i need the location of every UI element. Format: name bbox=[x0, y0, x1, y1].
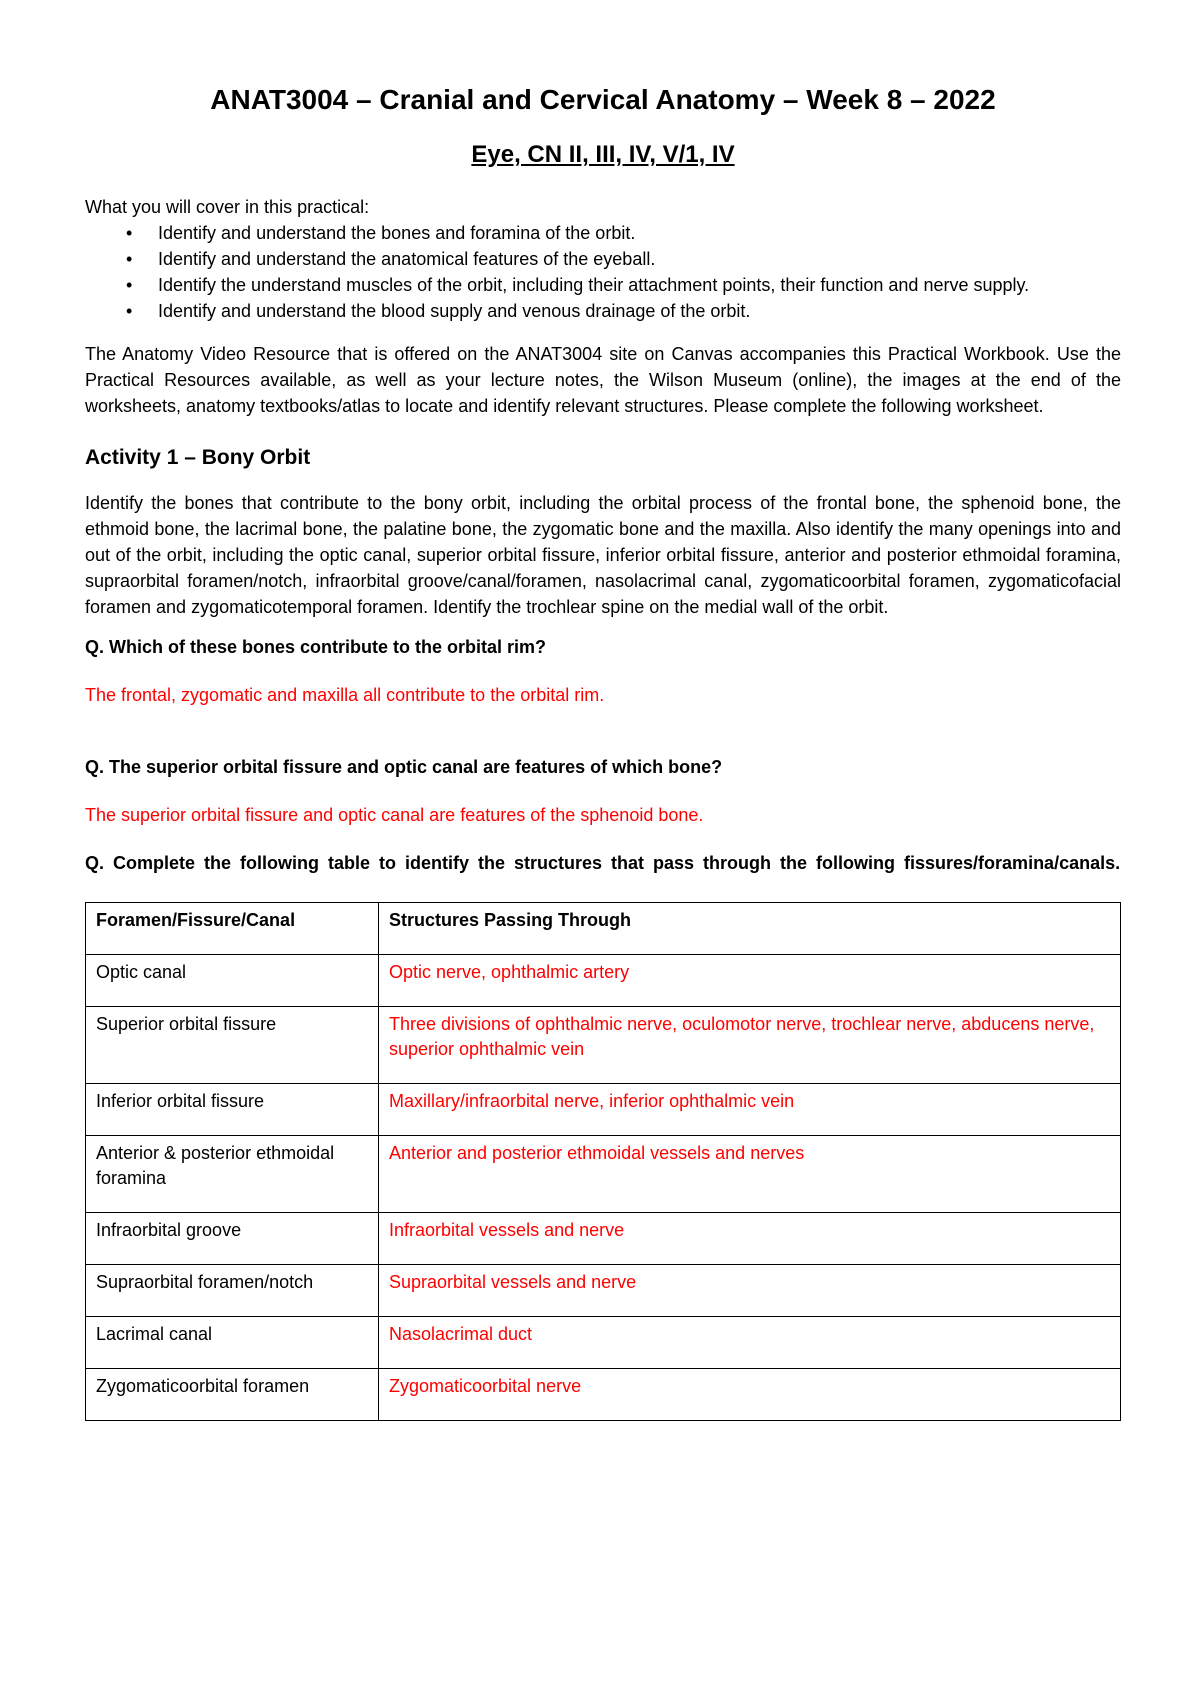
table-row bbox=[86, 1317, 1121, 1369]
opening-cell: Supraorbital foramen/notch bbox=[86, 1265, 379, 1317]
table-header-row bbox=[86, 903, 1121, 955]
answer-orbital-rim: The frontal, zygomatic and maxilla all contribute to the orbital rim. bbox=[85, 685, 605, 705]
question-orbital-rim: Q. Which of these bones contribute to the orbital rim? bbox=[85, 637, 547, 657]
opening-cell: Superior orbital fissure bbox=[86, 1007, 379, 1084]
activity-heading: Activity 1 – Bony Orbit bbox=[85, 446, 311, 469]
objective-item: • Identify and understand the blood supply and venous drainage of the orbit. bbox=[158, 298, 1121, 324]
table-row bbox=[86, 1007, 1121, 1084]
structures-cell: Maxillary/infraorbital nerve, inferior ophthalmic vein bbox=[379, 1084, 1121, 1136]
table-row bbox=[86, 1265, 1121, 1317]
opening-cell: Lacrimal canal bbox=[86, 1317, 379, 1369]
table-row bbox=[86, 1084, 1121, 1136]
document-subtitle: Eye, CN II, III, IV, V/1, IV bbox=[471, 141, 735, 168]
opening-cell: Inferior orbital fissure bbox=[86, 1084, 379, 1136]
objectives-label: What you will cover in this practical: bbox=[85, 197, 370, 217]
question-table: Q. Complete the following table to identify the structures that pass through the following fissures/foramina/canals. bbox=[85, 853, 1121, 873]
activity-instructions: Identify the bones that contribute to the bony orbit, including the orbital process of the frontal bone, the sphenoid bone, the ethmoid bone, the lacrimal bone, the palatine bone, the zygomatic bone and the maxilla. Also identify the many openings into and out of the orbit, including the optic canal, superior orbital fissure, inferior orbital fissure, anterior and posterior ethmoidal foramina, supraorbital foramen/notch, infraorbital groove/canal/foramen, nasolacrimal canal, zygomaticoorbital foramen, zygomaticofacial foramen and zygomaticotemporal foramen. Identify the trochlear spine on the medial wall of the orbit. bbox=[85, 493, 1121, 617]
worksheet-page bbox=[85, 80, 1121, 1421]
opening-cell: Anterior & posterior ethmoidal foramina bbox=[86, 1136, 379, 1213]
structures-cell: Nasolacrimal duct bbox=[379, 1317, 1121, 1369]
opening-cell: Optic canal bbox=[86, 955, 379, 1007]
structures-cell: Infraorbital vessels and nerve bbox=[379, 1213, 1121, 1265]
objective-item: • Identify and understand the bones and foramina of the orbit. bbox=[158, 220, 1121, 246]
intro-paragraph: The Anatomy Video Resource that is offered on the ANAT3004 site on Canvas accompanies this Practical Workbook. Use the Practical Resources available, as well as your lecture notes, the Wilson Museum (online), the images at the end of the worksheets, anatomy textbooks/atlas to locate and identify relevant structures. Please complete the following worksheet. bbox=[85, 344, 1121, 416]
table-row bbox=[86, 1136, 1121, 1213]
structures-cell: Supraorbital vessels and nerve bbox=[379, 1265, 1121, 1317]
structures-cell: Zygomaticoorbital nerve bbox=[379, 1369, 1121, 1421]
foramina-table bbox=[85, 902, 1121, 1421]
question-sphenoid: Q. The superior orbital fissure and optic canal are features of which bone? bbox=[85, 757, 723, 777]
table-row bbox=[86, 1213, 1121, 1265]
objective-item: • Identify the understand muscles of the orbit, including their attachment points, their function and nerve supply. bbox=[158, 272, 1121, 298]
objectives-list bbox=[85, 220, 1121, 324]
table-row bbox=[86, 955, 1121, 1007]
structures-cell: Anterior and posterior ethmoidal vessels and nerves bbox=[379, 1136, 1121, 1213]
opening-cell: Infraorbital groove bbox=[86, 1213, 379, 1265]
table-header-structures: Structures Passing Through bbox=[379, 903, 1121, 955]
document-title: ANAT3004 – Cranial and Cervical Anatomy – Week 8 – 2022 bbox=[210, 84, 996, 115]
answer-sphenoid: The superior orbital fissure and optic canal are features of the sphenoid bone. bbox=[85, 805, 704, 825]
structures-cell: Three divisions of ophthalmic nerve, oculomotor nerve, trochlear nerve, abducens nerve, superior ophthalmic vein bbox=[379, 1007, 1121, 1084]
table-header-opening: Foramen/Fissure/Canal bbox=[86, 903, 379, 955]
opening-cell: Zygomaticoorbital foramen bbox=[86, 1369, 379, 1421]
table-row bbox=[86, 1369, 1121, 1421]
structures-cell: Optic nerve, ophthalmic artery bbox=[379, 955, 1121, 1007]
objective-item: • Identify and understand the anatomical features of the eyeball. bbox=[158, 246, 1121, 272]
